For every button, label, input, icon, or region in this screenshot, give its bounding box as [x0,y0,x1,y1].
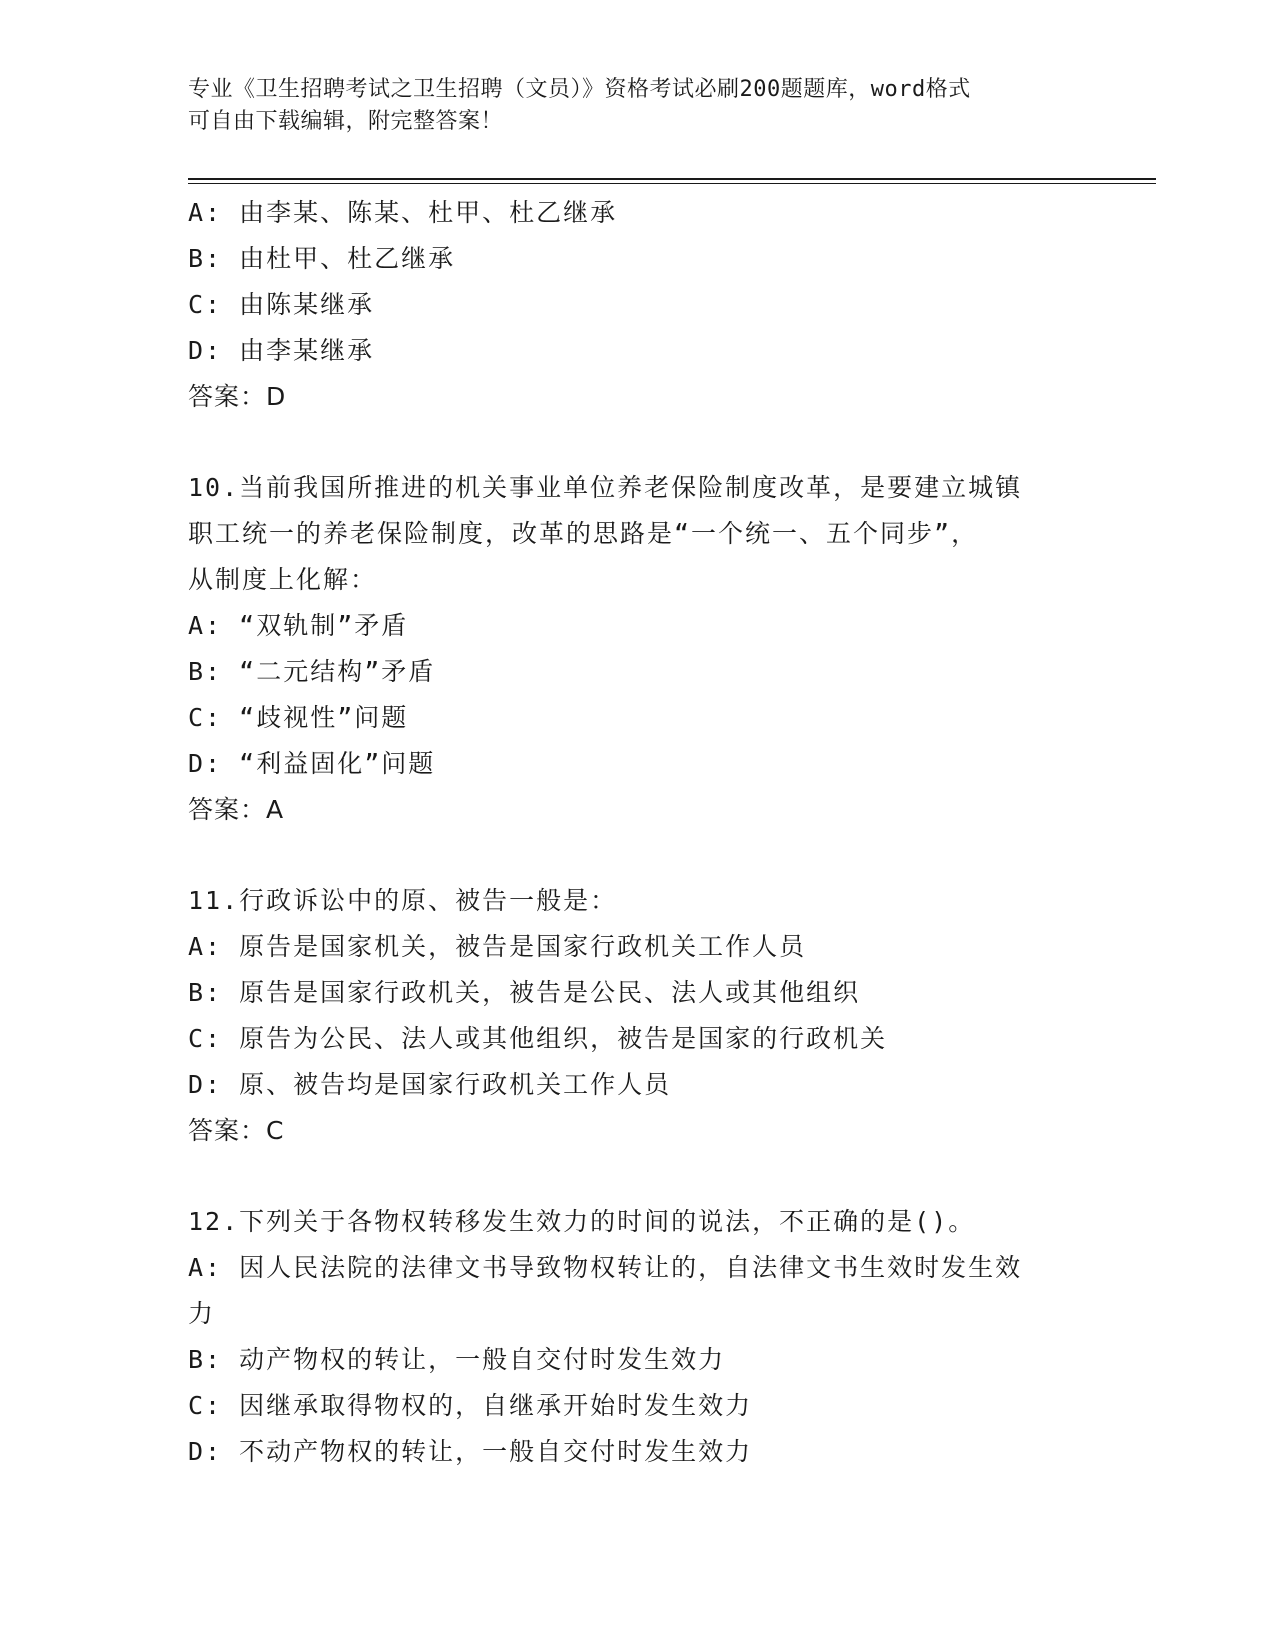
question-stem-line: 职工统一的养老保险制度，改革的思路是“一个统一、五个同步”， [188,519,979,548]
question-stem-line: 11.行政诉讼中的原、被告一般是： [188,886,618,915]
option-a: A: 由李某、陈某、杜甲、杜乙继承 [188,198,618,227]
answer-label: 答案：A [188,795,285,824]
question-stem-line: 10.当前我国所推进的机关事业单位养老保险制度改革，是要建立城镇 [188,473,1023,502]
spacer [188,1154,1088,1199]
option-b: B: 动产物权的转让，一般自交付时发生效力 [188,1345,726,1374]
header-divider-thin [188,183,1156,184]
option-c: C: 原告为公民、法人或其他组织，被告是国家的行政机关 [188,1024,888,1053]
question-12 [188,1199,1088,1475]
option-c: C: 由陈某继承 [188,290,375,319]
answer-label: 答案：C [188,1116,285,1145]
question-stem-line: 从制度上化解： [188,565,378,594]
option-a: A: 原告是国家机关，被告是国家行政机关工作人员 [188,932,807,961]
option-b: B: “二元结构”矛盾 [188,657,436,686]
header-divider-thick [188,178,1156,180]
question-list [188,190,1088,1475]
option-d: D: 由李某继承 [188,336,375,365]
header-title-line-2: 可自由下载编辑，附完整答案！ [188,109,504,134]
document-header [188,74,1068,138]
header-title-line-1: 专业《卫生招聘考试之卫生招聘（文员）》资格考试必刷200题题库，word格式 [188,77,971,102]
answer-label: 答案：D [188,382,287,411]
option-d: D: “利益固化”问题 [188,749,436,778]
spacer [188,420,1088,465]
option-d: D: 不动产物权的转让，一般自交付时发生效力 [188,1437,753,1466]
option-d: D: 原、被告均是国家行政机关工作人员 [188,1070,672,1099]
spacer [188,833,1088,878]
option-c: C: “歧视性”问题 [188,703,409,732]
question-9-continued [188,190,1088,420]
question-stem-line: 12.下列关于各物权转移发生效力的时间的说法，不正确的是()。 [188,1207,976,1236]
option-b: B: 由杜甲、杜乙继承 [188,244,456,273]
option-c: C: 因继承取得物权的，自继承开始时发生效力 [188,1391,753,1420]
question-11 [188,878,1088,1154]
option-a: A: 因人民法院的法律文书导致物权转让的，自法律文书生效时发生效 [188,1253,1023,1282]
option-a: A: “双轨制”矛盾 [188,611,409,640]
option-a-continued: 力 [188,1299,216,1328]
question-10 [188,465,1088,833]
option-b: B: 原告是国家行政机关，被告是公民、法人或其他组织 [188,978,861,1007]
